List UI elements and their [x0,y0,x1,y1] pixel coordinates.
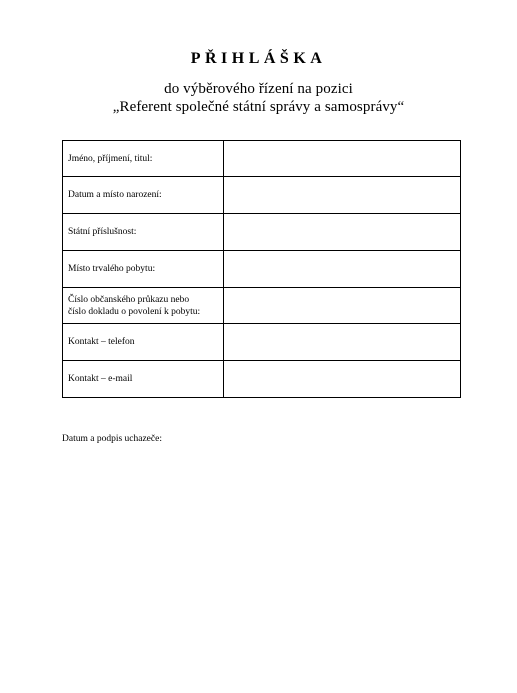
form-row-phone [63,324,461,361]
form-row-residence [63,251,461,288]
form-field-email[interactable] [224,361,461,398]
form-label-name: Jméno, příjmení, titul: [63,141,224,177]
document-subtitle-line1: do výběrového řízení na pozici [164,81,353,97]
form-row-name [63,141,461,177]
form-row-id-document [63,288,461,324]
form-field-citizenship[interactable] [224,214,461,251]
form-label-citizenship: Státní příslušnost: [63,214,224,251]
form-field-phone[interactable] [224,324,461,361]
form-label-id-document [63,288,224,324]
form-field-birth[interactable] [224,177,461,214]
form-label-id-document-line2: číslo dokladu o povolení k pobytu: [68,306,201,317]
form-field-residence[interactable] [224,251,461,288]
form-label-birth: Datum a místo narození: [63,177,224,214]
application-form-table [62,140,461,398]
form-row-birth [63,177,461,214]
form-label-email: Kontakt – e-mail [63,361,224,398]
form-field-id-document[interactable] [224,288,461,324]
form-row-citizenship [63,214,461,251]
document-subtitle-line2: „Referent společné státní správy a samosprávy“ [112,99,405,115]
form-label-id-document-line1: Číslo občanského průkazu nebo [68,294,190,305]
form-field-name[interactable] [224,141,461,177]
form-label-phone: Kontakt – telefon [63,324,224,361]
form-row-email [63,361,461,398]
form-label-residence: Místo trvalého pobytu: [63,251,224,288]
document-title: PŘIHLÁŠKA [190,50,327,67]
signature-label: Datum a podpis uchazeče: [62,434,162,444]
